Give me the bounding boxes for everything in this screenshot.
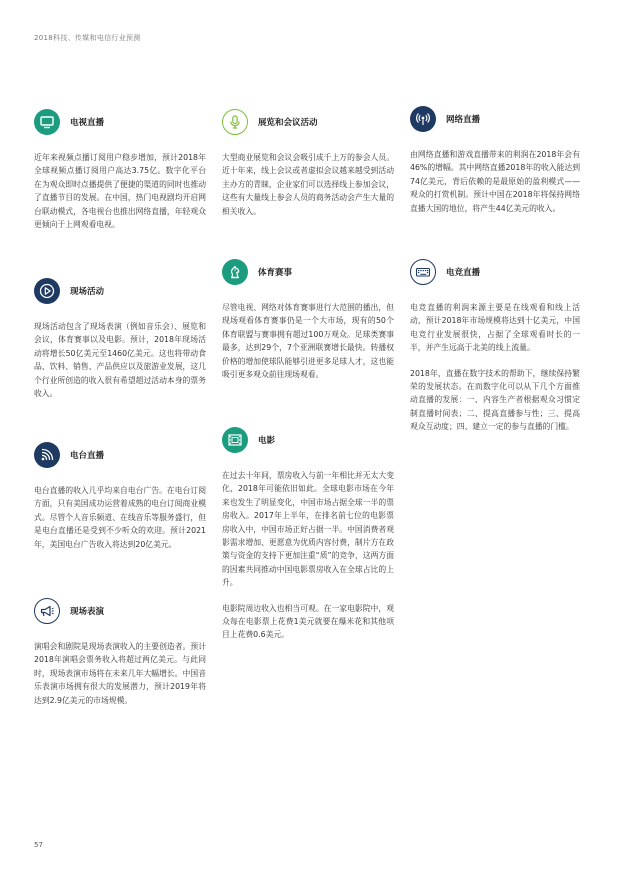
paragraph: 大型商业展览和会议会吸引成千上万的参会人员。近十年来，线上会议或者虚拟会议越来越受到活动主办方的青睐，企业家们可以选择线上参加会议，这些有大量线上参会人员的商务活动会产生大量的相关收入。 <box>222 153 394 216</box>
play-icon <box>34 278 60 304</box>
chess-knight-icon <box>222 259 248 285</box>
section-body <box>222 301 394 381</box>
section-body <box>34 320 206 400</box>
section-live-events <box>34 276 206 412</box>
section-title: 体育赛事 <box>258 268 293 278</box>
section-title: 现场表演 <box>70 607 105 617</box>
paragraph: 演唱会和剧院是现场表演收入的主要创造者。预计2018年演唱会票务收入将超过两亿美元。与此同时，现场表演市场将在未来几年大幅增长。中国音乐表演市场拥有很大的发展潜力，预计2019年将达到2.9亿美元的市场规模。 <box>34 642 206 705</box>
section-tv-live <box>34 107 206 243</box>
broadcast-icon <box>410 106 436 132</box>
paragraph: 电台直播的收入几乎均来自电台广告。在电台订阅方面，只有美国成功运营着成熟的电台订阅商业模式。尽管个人音乐频道、在线音乐等服务盛行，但是电台直播还是受到不少听众的欢迎。预计2021年，美国电台广告收入将达到20亿美元。 <box>34 486 206 549</box>
section-body <box>222 469 394 642</box>
page-number: 57 <box>34 841 43 849</box>
megaphone-icon <box>34 598 60 624</box>
section-title: 网络直播 <box>446 115 481 125</box>
section-title: 电影 <box>258 436 276 446</box>
film-strip-icon <box>222 427 248 453</box>
section-title: 电竞直播 <box>446 268 481 278</box>
section-body <box>34 484 206 551</box>
section-live-performance <box>34 596 206 719</box>
section-body <box>222 151 394 218</box>
section-esports <box>410 257 580 446</box>
paragraph: 电竞直播的利润来源主要是在线观看和线上活动，预计2018年市场规模将达到十亿美元，中国电竞行业发展很快，占据了全球观看时长的一半，并产生远高于北美的线上流量。 <box>410 303 580 353</box>
section-sports <box>222 257 394 393</box>
keyboard-icon <box>410 259 436 285</box>
section-title: 电台直播 <box>70 451 105 461</box>
section-exhibitions <box>222 107 394 230</box>
section-title: 现场活动 <box>70 287 105 297</box>
section-body <box>410 148 580 215</box>
section-header <box>222 425 394 455</box>
running-header: 2018科技、传媒和电信行业预测 <box>34 34 141 42</box>
paragraph: 由网络直播和游戏直播带来的利润在2018年会有46%的增幅。其中网络直播2018年的收入能达到74亿美元，背后依赖的是最原始的盈利模式——观众的打赏机制。预计中国在2018年将保持网络直播大国的地位，将产生44亿美元的收入。 <box>410 150 580 213</box>
section-radio-live <box>34 440 206 563</box>
paragraph: 尽管电视、网络对体育赛事进行大范围的播出，但现场观看体育赛事仍是一个大市场，现有的50个体育联盟与赛事拥有超过100万观众。足球类赛事最多，达到29个，7个亚洲联赛增长最快。转播权价格的增加使球队能够引进更多足球人才，这也能吸引更多观众前往现场观看。 <box>222 303 394 380</box>
section-header <box>222 257 394 287</box>
section-header <box>34 276 206 306</box>
section-header <box>34 596 206 626</box>
section-header <box>222 107 394 137</box>
paragraph: 在过去十年间，票房收入与前一年相比并无太大变化，2018年可能依旧如此。全球电影市场在今年来也发生了明显变化，中国市场占据全球一半的票房收入。2017年上半年，在排名前七位的电影票房收入中，中国市场正好占据一半。中国消费者观影需求增加、更愿意为优质内容付费，制片方在政策与资金的支持下更加注重“质”的竞争，这两方面的因素共同推动中国电影票房收入在全球占比的上升。 <box>222 471 394 588</box>
paragraph: 电影院周边收入也相当可观。在一家电影院中，观众每在电影票上花费1美元就要在爆米花和其他项目上花费0.6美元。 <box>222 603 394 640</box>
section-title: 电视直播 <box>70 118 105 128</box>
radio-waves-icon <box>34 442 60 468</box>
section-title: 展览和会议活动 <box>258 118 318 128</box>
paragraph: 现场活动包含了现场表演（例如音乐会）、展览和会议，体育赛事以及电影。预计，2018年现场活动将增长50亿美元至1460亿美元。这也将带动食品、饮料、销售、产品供应以及旅游业发展，这几个行业所创造的收入很有希望超过活动本身的票务收入。 <box>34 322 206 399</box>
section-header <box>34 107 206 137</box>
paragraph: 近年来视频点播订阅用户稳步增加，预计2018年全球视频点播订阅用户高达3.75亿。数字化平台在为观众即时点播提供了便捷的渠道的同时也推动了直播节目的发展。在中国，热门电视剧均开启网台联动模式，各电视台也推出网络直播，年轻观众更倾向于上网观看电视。 <box>34 153 206 230</box>
section-header <box>34 440 206 470</box>
paragraph: 2018年，直播在数字技术的帮助下，继续保持繁荣的发展状态。在而数字化可以从下几个方面推动直播的发展：一、内容生产者根据观众习惯定制直播时间表；二、提高直播参与性；三、提高观众互动度；四、建立一定的参与直播的门槛。 <box>410 368 580 432</box>
section-header <box>410 104 580 134</box>
section-online-live <box>410 104 580 227</box>
tv-icon <box>34 109 60 135</box>
microphone-icon <box>222 109 248 135</box>
section-header <box>410 257 580 287</box>
section-body <box>34 151 206 231</box>
section-film <box>222 425 394 654</box>
section-body <box>34 640 206 707</box>
section-body <box>410 301 580 434</box>
